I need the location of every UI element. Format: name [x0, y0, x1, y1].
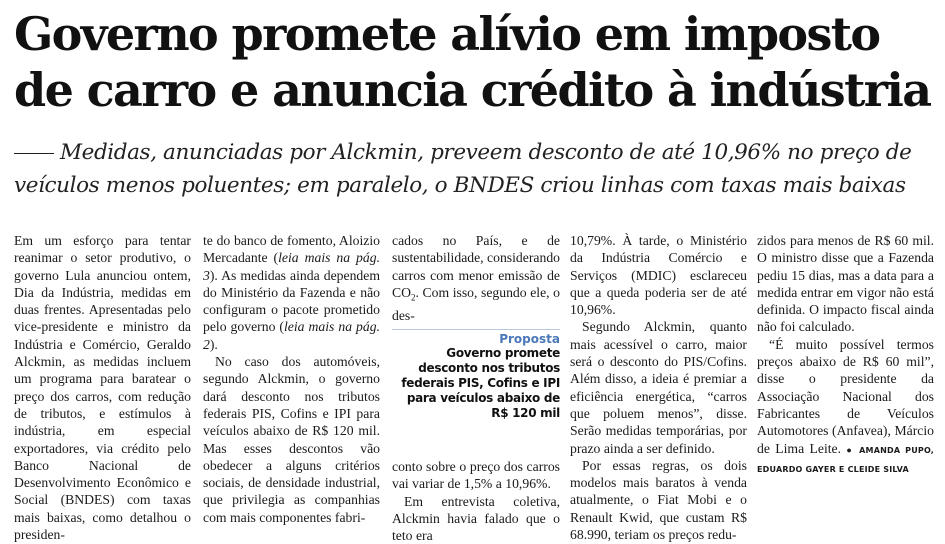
article-column-1	[14, 232, 191, 543]
paragraph	[757, 336, 934, 478]
page-reference: leia mais na pág. 3	[203, 250, 380, 283]
paragraph: Em um esforço para tentar reanimar o setor produtivo, o governo Lula anunciou ontem, Dia da Indústria, medidas em duas frentes. Apresentadas pelo vice-presidente e ministro da Indústria e Comércio, Geraldo Alckmin, as medidas incluem um programa para baratear o preço dos carros, com redução de tributos, e estímulos à indústria, em especial exportadores, via crédito pelo Banco Nacional de Desenvolvimento Econômico e Social (BNDES) com taxas mais baixas, como detalhou o presiden-	[14, 233, 191, 543]
paragraph	[203, 232, 380, 353]
column-3-bottom	[392, 458, 560, 544]
bullet-icon: ●	[846, 444, 854, 455]
text-run: cados no País, e de sustentabilidade, considerando carros com menor emissão de CO	[392, 233, 561, 300]
paragraph: Segundo Alckmin, quanto mais acessível o carro, maior será o desconto do PIS/Cofins. Além disso, a ideia é premiar a eficiência energética, “carros que poluem menos”, disse. Serão medidas temporárias, por prazo ainda a ser definido.	[570, 319, 747, 456]
article-column-2	[203, 232, 380, 525]
paragraph: Por essas regras, os dois modelos mais baratos à venda atualmente, o Fiat Mobi e o Renault Kwid, que custam R$ 68.990, teriam os preços redu-	[570, 457, 747, 543]
text-run: ).	[209, 336, 218, 352]
article-dek	[14, 136, 934, 202]
dek-rule	[14, 153, 54, 154]
pull-quote-label: Proposta	[499, 332, 560, 346]
pull-quote	[392, 329, 560, 421]
paragraph: 10,79%. À tarde, o Ministério da Indústria Comércio e Serviços (MDIC) esclareceu que a queda poderia ser de até 10,96%.	[570, 233, 747, 318]
article-column-4	[570, 232, 747, 543]
paragraph: No caso dos automóveis, segundo Alckmin, o governo dará desconto nos tributos federais PIS, Cofins e IPI para veículos abaixo de R$ 120 mil. Mas esses descontos vão obedecer a alguns critérios sociais, de densidade industrial, que privilegia as companhias com mais componentes fabri-	[203, 354, 380, 525]
text-run: ). As medidas ainda dependem do Ministério da Fazenda e não configuram o pacote prometido pelo governo (	[203, 267, 380, 335]
headline: Governo promete alívio em imposto de carro e anuncia crédito à indústria	[14, 7, 931, 117]
pull-quote-text: Governo promete desconto nos tributos federais PIS, Cofins e IPI para veículos abaixo de R$ 120 mil	[401, 346, 560, 420]
page-reference: leia mais na pág. 2	[203, 319, 380, 352]
byline-credit: AMANDA PUPO, EDUARDO GAYER E CLEIDE SILVA	[757, 445, 935, 474]
paragraph: conto sobre o preço dos carros vai variar de 1,5% a 10,96%.	[392, 459, 560, 492]
paragraph: zidos para menos de R$ 60 mil. O ministro disse que a Fazenda pediu 15 dias, mas a data para a medida entrar em vigor não está definida. O impacto fiscal ainda não foi calculado.	[757, 233, 934, 335]
text-run: te do banco de fomento, Aloizio Mercadante (	[203, 233, 380, 266]
dek-text: Medidas, anunciadas por Alckmin, preveem desconto de até 10,96% no preço de veículos menos poluentes; em paralelo, o BNDES criou linhas com taxas mais baixas	[14, 140, 912, 198]
article-column-5	[757, 232, 934, 510]
text-run: . Com isso, segundo ele, o des-	[392, 284, 560, 323]
text-run: “É muito possível termos preços abaixo de R$ 60 mil”, disse o presidente da Associação Nacional dos Fabricantes de Veículos Automotores (Anfavea), Márcio de Lima Leite.	[757, 336, 934, 456]
column-3-top	[392, 232, 561, 323]
paragraph	[392, 232, 560, 324]
paragraph: Em entrevista coletiva, Alckmin havia falado que o teto era	[392, 493, 560, 544]
subscript: 2	[411, 292, 416, 303]
